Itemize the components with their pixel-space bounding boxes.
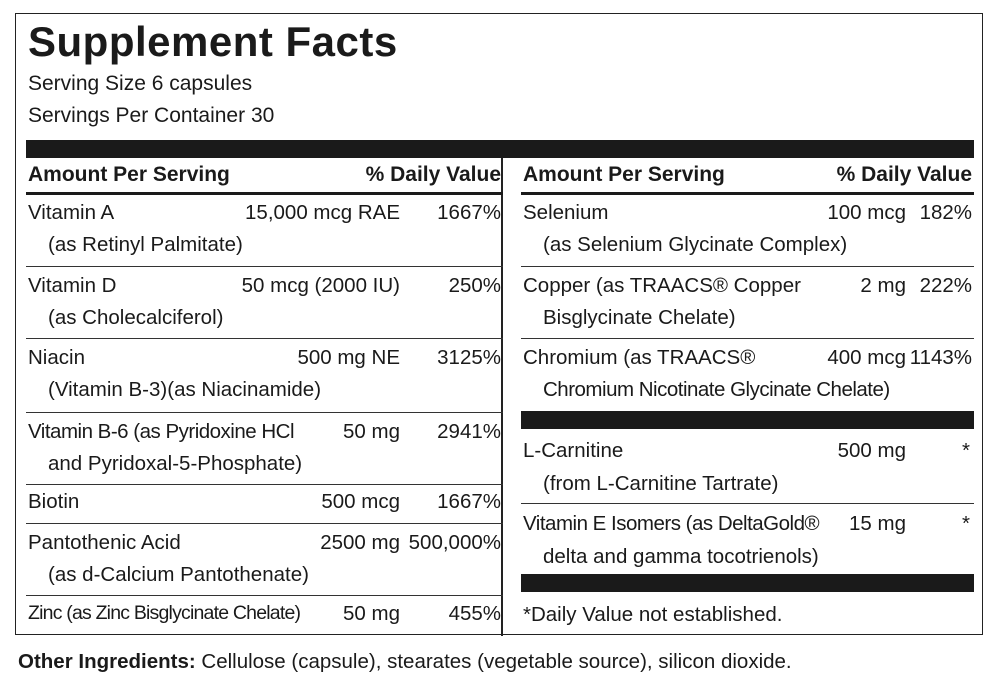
nutrient-row — [26, 414, 503, 485]
serving-size: Serving Size 6 capsules — [28, 72, 253, 95]
section-bar — [521, 574, 974, 592]
nutrient-dv: 3125% — [437, 346, 501, 369]
right-column — [521, 158, 974, 626]
nutrient-name: Biotin — [28, 490, 80, 513]
nutrient-name: Vitamin A — [28, 201, 115, 224]
nutrient-row — [521, 431, 974, 504]
nutrient-amount: 50 mg — [343, 602, 400, 625]
panel-title: Supplement Facts — [28, 18, 398, 65]
nutrient-source: (as Retinyl Palmitate) — [48, 233, 243, 256]
nutrient-source: (as Selenium Glycinate Complex) — [543, 233, 848, 256]
nutrient-source: delta and gamma tocotrienols) — [543, 545, 819, 568]
footnote-row — [521, 598, 974, 632]
other-ingredients-text: Cellulose (capsule), stearates (vegetable source), silicon dioxide. — [195, 650, 792, 673]
other-ingredients-label: Other Ingredients: — [18, 650, 196, 673]
nutrient-dv: 1667% — [437, 201, 501, 224]
footnote: *Daily Value not established. — [523, 603, 783, 626]
nutrient-dv: * — [962, 439, 970, 462]
nutrient-source: Bisglycinate Chelate) — [543, 306, 736, 329]
nutrient-amount: 2500 mg — [320, 531, 400, 554]
top-thick-bar — [26, 140, 974, 158]
nutrient-name: Niacin — [28, 346, 85, 369]
nutrient-source: and Pyridoxal-5-Phosphate) — [48, 452, 303, 475]
nutrient-dv: 250% — [448, 274, 501, 297]
nutrient-dv: 182% — [919, 201, 972, 224]
dv-header: % Daily Value — [365, 163, 501, 186]
nutrient-row — [521, 268, 974, 339]
nutrient-row — [26, 486, 503, 524]
nutrient-dv: 222% — [919, 274, 972, 297]
nutrient-source: (as d-Calcium Pantothenate) — [48, 563, 309, 586]
dv-header: % Daily Value — [836, 163, 972, 186]
nutrient-amount: 500 mg NE — [297, 346, 400, 369]
nutrient-dv: 455% — [448, 602, 501, 625]
nutrient-name: L-Carnitine — [523, 439, 624, 462]
nutrient-amount: 400 mcg — [827, 346, 906, 369]
nutrient-amount: 100 mcg — [827, 201, 906, 224]
servings-per-container: Servings Per Container 30 — [28, 104, 275, 127]
nutrient-source: (Vitamin B-3)(as Niacinamide) — [48, 378, 322, 401]
nutrient-amount: 500 mcg — [321, 490, 400, 513]
right-header — [521, 158, 974, 195]
nutrient-amount: 500 mg — [837, 439, 906, 462]
nutrient-name: Zinc (as Zinc Bisglycinate Chelate) — [28, 602, 301, 624]
nutrient-name: Vitamin E Isomers (as DeltaGold® — [523, 512, 820, 535]
nutrient-amount: 50 mg — [343, 420, 400, 443]
nutrient-name: Chromium (as TRAACS® — [523, 346, 756, 369]
nutrient-row — [26, 597, 503, 633]
nutrient-row — [26, 340, 503, 413]
nutrient-name: Vitamin B-6 (as Pyridoxine HCl — [28, 420, 295, 443]
nutrient-amount: 15 mg — [849, 512, 906, 535]
nutrient-name: Copper (as TRAACS® Copper — [523, 274, 801, 297]
nutrient-name: Selenium — [523, 201, 609, 224]
section-bar — [521, 411, 974, 429]
nutrient-row — [26, 525, 503, 596]
amount-header: Amount Per Serving — [523, 163, 725, 186]
nutrient-amount: 50 mcg (2000 IU) — [241, 274, 400, 297]
left-column — [26, 158, 503, 625]
nutrient-name: Pantothenic Acid — [28, 531, 181, 554]
nutrient-dv: 500,000% — [408, 531, 501, 554]
nutrient-dv: * — [962, 512, 970, 535]
nutrient-row — [521, 340, 974, 410]
nutrient-name: Vitamin D — [28, 274, 117, 297]
other-ingredients — [18, 650, 792, 674]
left-header — [26, 158, 503, 195]
nutrient-row — [521, 195, 974, 267]
supplement-facts-panel — [15, 13, 983, 635]
nutrient-row — [521, 505, 974, 573]
nutrient-source: Chromium Nicotinate Glycinate Chelate) — [543, 378, 890, 401]
nutrient-amount: 2 mg — [860, 274, 906, 297]
nutrient-row — [26, 195, 503, 267]
nutrient-source: (as Cholecalciferol) — [48, 306, 224, 329]
nutrient-row — [26, 268, 503, 339]
nutrient-amount: 15,000 mcg RAE — [245, 201, 400, 224]
nutrient-dv: 1143% — [909, 346, 972, 369]
nutrient-dv: 1667% — [437, 490, 501, 513]
nutrient-dv: 2941% — [437, 420, 501, 443]
nutrient-source: (from L-Carnitine Tartrate) — [543, 472, 779, 495]
amount-header: Amount Per Serving — [28, 163, 230, 186]
